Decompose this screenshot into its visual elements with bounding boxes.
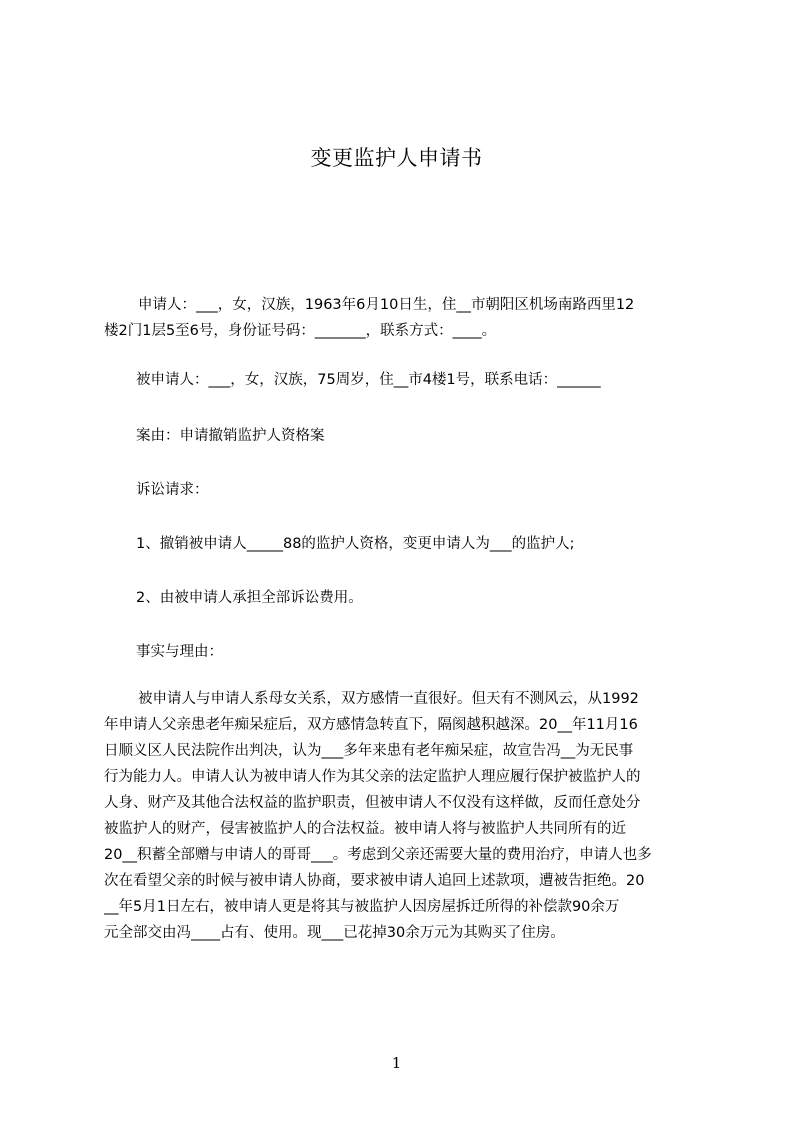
facts-line: 年申请人父亲患老年痴呆症后，双方感情急转直下，隔阂越积越深。20__年11月16 xyxy=(104,717,638,733)
case-cause: 案由：申请撤销监护人资格案 xyxy=(136,428,325,444)
facts-line: 20__积蓄全部赠与申请人的哥哥___。考虑到父亲还需要大量的费用治疗，申请人也多 xyxy=(104,847,652,863)
facts-line: 元全部交由冯____占有、使用。现___已花掉30余万元为其购买了住房。 xyxy=(104,925,565,941)
facts-line: 被监护人的财产，侵害被监护人的合法权益。被申请人将与被监护人共同所有的近 xyxy=(104,821,626,837)
facts-paragraph xyxy=(104,686,698,946)
document-title: 变更监护人申请书 xyxy=(310,146,483,170)
applicant-line-2: 楼2门1层5至6号，身份证号码：_______，联系方式：____。 xyxy=(104,323,497,339)
claims-heading: 诉讼请求： xyxy=(136,482,209,498)
facts-line: 日顺义区人民法院作出判决，认为___多年来患有老年痴呆症，故宣告冯__为无民事 xyxy=(104,743,634,759)
facts-line: 行为能力人。申请人认为被申请人作为其父亲的法定监护人理应履行保护被监护人的 xyxy=(104,769,641,785)
facts-line: 被申请人与申请人系母女关系，双方感情一直很好。但天有不测风云，从1992 xyxy=(138,691,639,707)
facts-line: 次在看望父亲的时候与被申请人协商，要求被申请人追回上述款项，遭被告拒绝。20 xyxy=(104,873,645,889)
claim-item-2: 2、由被申请人承担全部诉讼费用。 xyxy=(136,590,363,606)
claim-item-1: 1、撤销被申请人_____88的监护人资格，变更申请人为___的监护人; xyxy=(136,536,575,552)
facts-line: 人身、财产及其他合法权益的监护职责，但被申请人不仅没有这样做，反而任意处分 xyxy=(104,795,641,811)
respondent-paragraph: 被申请人：___，女，汉族，75周岁，住__市4楼1号，联系电话：______ xyxy=(136,372,601,388)
applicant-paragraph xyxy=(104,292,698,344)
applicant-line-1: 申请人：___，女，汉族，1963年6月10日生，住__市朝阳区机场南路西里12 xyxy=(138,297,635,313)
facts-line: __年5月1日左右，被申请人更是将其与被监护人因房屋拆迁所得的补偿款90余万 xyxy=(104,899,620,915)
facts-heading: 事实与理由： xyxy=(136,644,223,660)
page-number: 1 xyxy=(391,1054,402,1072)
